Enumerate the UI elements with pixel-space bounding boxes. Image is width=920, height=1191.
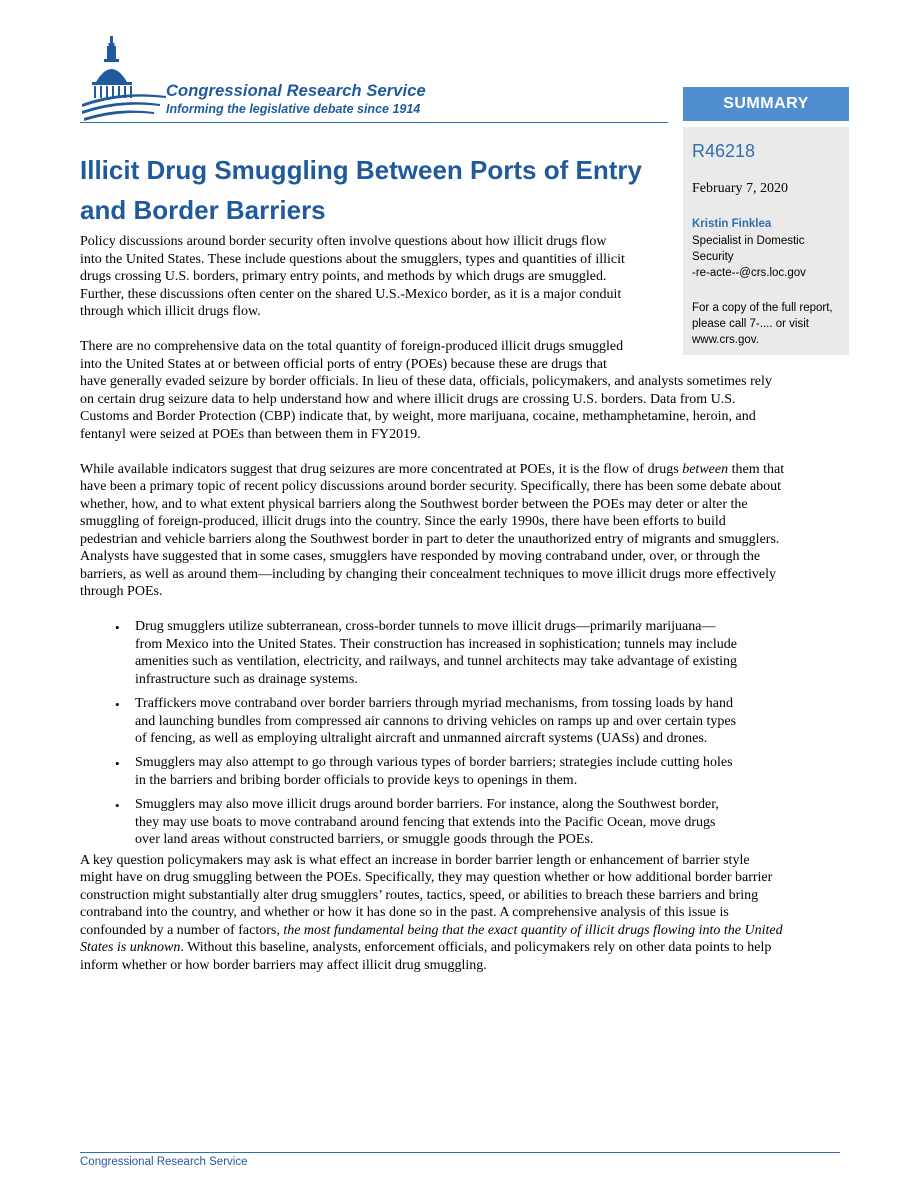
paragraph-line: Analysts have suggested that in some cases, smugglers have responded by moving contraband under, over, or through the [80,549,761,564]
text-run: . Without this baseline, analysts, enforcement officials, and policymakers rely on other data points to help [180,940,772,955]
paragraph-line: have generally evaded seizure by border officials. In lieu of these data, officials, policymakers, and analysts sometimes rely [80,374,772,389]
bullet-line: Traffickers move contraband over border barriers through myriad mechanisms, from tossing loads by hand [135,696,733,711]
bullet-marker: • [115,798,120,813]
emphasis-text: States is unknown [80,940,181,955]
paragraph-line: through POEs. [80,584,163,599]
bullet-marker: • [115,756,120,771]
bullet-line: Smugglers may also attempt to go through various types of border barriers; strategies include cutting holes [135,755,733,770]
summary-heading: SUMMARY [683,87,849,121]
paragraph-line: There are no comprehensive data on the total quantity of foreign-produced illicit drugs smuggled [80,339,624,354]
bullet-line: Smugglers may also move illicit drugs around border barriers. For instance, along the Southwest border, [135,797,719,812]
text-run: them that [728,462,785,477]
bullet-line: infrastructure such as drainage systems. [135,672,358,687]
paragraph-line: might have on drug smuggling between the POEs. Specifically, they may question whether or how additional border barrier [80,870,773,885]
capitol-dome-logo-icon [80,34,170,124]
emphasis-text: the most fundamental being that the exact quantity of illicit drugs flowing into the United [283,923,783,938]
paragraph-line: pedestrian and vehicle barriers along the Southwest border in part to deter the unauthorized entry of migrants and smugglers. [80,532,780,547]
bullet-line: Drug smugglers utilize subterranean, cross-border tunnels to move illicit drugs—primarily marijuana— [135,619,716,634]
copy-note-line: please call 7-.... or visit [692,318,809,330]
bullet-line: they may use boats to move contraband around fencing that extends into the Pacific Ocean, move drugs [135,815,716,830]
bullet-line: and launching bundles from compressed air cannons to driving vehicles on ramps up and over certain types [135,714,737,729]
report-number: R46218 [692,141,756,161]
bullet-marker: • [115,697,120,712]
copy-note-link: www.crs.gov. [692,334,759,346]
paragraph-line: through which illicit drugs flow. [80,304,261,319]
footer-text: Congressional Research Service [80,1156,248,1168]
author-title-cont: Security [692,251,734,263]
title-line: Illicit Drug Smuggling Between Ports of Entry [80,155,642,185]
paragraph-line: fentanyl were seized at POEs than between them in FY2019. [80,427,421,442]
report-title [80,150,670,230]
footer-divider [80,1152,840,1153]
paragraph-line: have been a primary topic of recent policy discussions around border security. Specifically, there has been some debate about [80,479,782,494]
copy-note-line: For a copy of the full report, [692,302,833,314]
paragraph-line: Policy discussions around border security often involve questions about how illicit drugs flow [80,234,607,249]
author-name: Kristin Finklea [692,218,772,230]
paragraph-line: contraband into the country, and whether or how it has done so in the past. A comprehensive analysis of this issue is [80,905,729,920]
paragraph-line [80,922,783,940]
paragraph-line: on certain drug seizure data to help understand how and where illicit drugs are crossing U.S. borders. Data from U.S. [80,392,736,407]
bullet-marker: • [115,620,120,635]
bullet-line: of fencing, as well as employing ultralight aircraft and unmanned aircraft systems (UASs) and drones. [135,731,708,746]
paragraph-line: Customs and Border Protection (CBP) indicate that, by weight, more marijuana, cocaine, methamphetamine, heroin, and [80,409,756,424]
paragraph-line: smuggling of foreign-produced, illicit drugs into the country. Since the early 1990s, there have been efforts to build [80,514,726,529]
org-name: Congressional Research Service [166,82,426,100]
report-date: February 7, 2020 [692,181,789,196]
paragraph-line: into the United States at or between official ports of entry (POEs) because these are drugs that [80,357,607,372]
paragraph-line: into the United States. These include questions about the smugglers, types and quantities of illicit [80,252,625,267]
bullet-line: amenities such as ventilation, electricity, and railways, and tunnel architects may take advantage of existing [135,654,738,669]
paragraph-line: Further, these discussions often center on the shared U.S.-Mexico border, as it is a major conduit [80,287,622,302]
paragraph-line: barriers, as well as around them—including by changing their concealment techniques to move illicit drugs more effectively [80,567,777,582]
title-line: and Border Barriers [80,195,326,225]
org-tagline: Informing the legislative debate since 1914 [166,102,421,116]
paragraph-line: construction might substantially alter drug smugglers’ routes, tactics, speed, or abilities to breach these barriers and bring [80,888,759,903]
paragraph-line: A key question policymakers may ask is what effect an increase in border barrier length or enhancement of barrier style [80,853,750,868]
text-run: confounded by a number of factors, [80,923,284,938]
bullet-line: in the barriers and bribing border officials to provide keys to openings in them. [135,773,578,788]
paragraph-line: whether, how, and to what extent physical barriers along the Southwest border between the POEs may deter or alter the [80,497,748,512]
paragraph-line: drugs crossing U.S. borders, primary entry points, and methods by which drugs are smuggled. [80,269,607,284]
paragraph-line [80,461,784,479]
author-title: Specialist in Domestic [692,235,805,247]
bullet-line: from Mexico into the United States. Their construction has increased in sophistication; tunnels may include [135,637,737,652]
header-divider [80,122,668,123]
emphasis-text: between [682,462,729,477]
paragraph-line [80,939,771,957]
author-email: -re-acte--@crs.loc.gov [692,267,806,279]
paragraph-line: inform whether or how border barriers may affect illicit drug smuggling. [80,958,487,973]
text-run: While available indicators suggest that drug seizures are more concentrated at POEs, it is the flow of drugs [80,462,683,477]
bullet-line: over land areas without constructed barriers, or smuggle goods through the POEs. [135,832,594,847]
